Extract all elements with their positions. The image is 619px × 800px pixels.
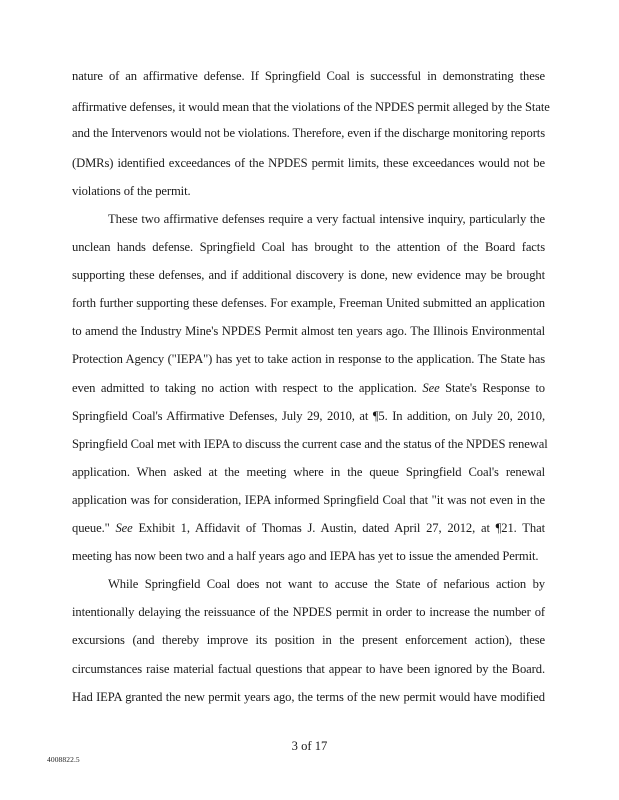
body-text-line: application. When asked at the meeting where in the queue Springfield Coal's renewal <box>72 465 545 479</box>
body-text-line: Protection Agency ("IEPA") has yet to take action in response to the application. The State has <box>72 352 545 366</box>
body-text-line: circumstances raise material factual questions that appear to have been ignored by the Board. <box>72 662 545 676</box>
body-text-line: unclean hands defense. Springfield Coal has brought to the attention of the Board facts <box>72 240 545 254</box>
body-text-line: meeting has now been two and a half years ago and IEPA has yet to issue the amended Permit. <box>72 549 539 563</box>
body-text-line: supporting these defenses, and if additional discovery is done, new evidence may be brought <box>72 268 545 282</box>
body-text-line: nature of an affirmative defense. If Springfield Coal is successful in demonstrating these <box>72 69 545 83</box>
body-text-line: violations of the permit. <box>72 184 191 198</box>
body-text-line: forth further supporting these defenses. For example, Freeman United submitted an application <box>72 296 545 310</box>
body-text-line: application was for consideration, IEPA informed Springfield Coal that "it was not even in the <box>72 493 545 507</box>
body-text-line: (DMRs) identified exceedances of the NPDES permit limits, these exceedances would not be <box>72 156 545 170</box>
body-text-line: Springfield Coal met with IEPA to discuss the current case and the status of the NPDES renewal <box>72 437 548 451</box>
body-text-line: excursions (and thereby improve its position in the present enforcement action), these <box>72 633 545 647</box>
body-text-line: queue." See Exhibit 1, Affidavit of Thomas J. Austin, dated April 27, 2012, at ¶21. That <box>72 521 545 535</box>
body-text-line: even admitted to taking no action with respect to the application. See State's Response to <box>72 381 545 395</box>
body-text-line: and the Intervenors would not be violations. Therefore, even if the discharge monitoring reports <box>72 126 545 140</box>
body-text-line: Springfield Coal's Affirmative Defenses, July 29, 2010, at ¶5. In addition, on July 20, 2010, <box>72 409 545 423</box>
body-text-line: These two affirmative defenses require a very factual intensive inquiry, particularly the <box>108 212 545 226</box>
body-text-line: Had IEPA granted the new permit years ago, the terms of the new permit would have modified <box>72 690 545 704</box>
body-text-line: to amend the Industry Mine's NPDES Permit almost ten years ago. The Illinois Environmental <box>72 324 545 338</box>
body-text-line: While Springfield Coal does not want to accuse the State of nefarious action by <box>108 577 545 591</box>
body-text-line: affirmative defenses, it would mean that the violations of the NPDES permit alleged by the State <box>72 100 550 114</box>
body-text-line: intentionally delaying the reissuance of the NPDES permit in order to increase the number of <box>72 605 545 619</box>
page-number: 3 of 17 <box>291 739 328 753</box>
document-id: 4008822.5 <box>47 755 80 764</box>
